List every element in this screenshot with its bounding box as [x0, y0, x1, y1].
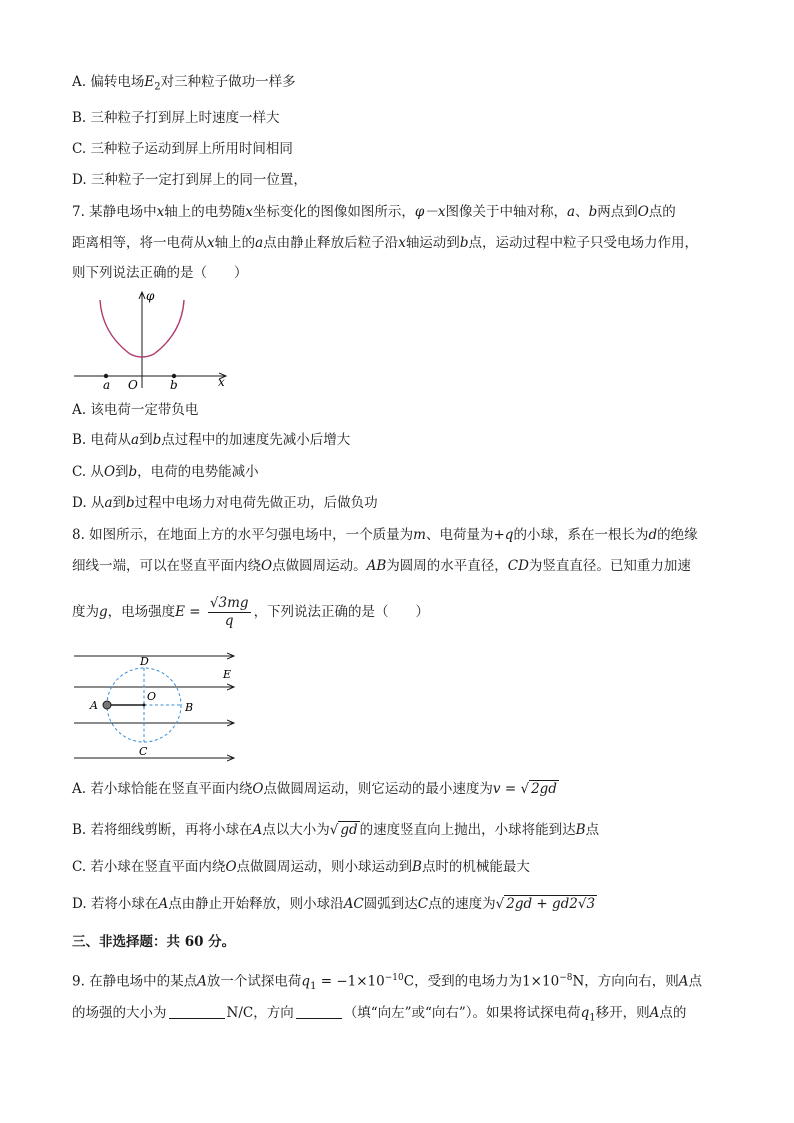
text: 距离相等，将一电荷从	[72, 235, 207, 251]
radicand: gd	[340, 822, 358, 838]
q7-potential-graph	[70, 288, 235, 393]
math-symbol: A	[678, 973, 689, 990]
q7-option-d	[72, 493, 378, 513]
q6-option-d	[72, 170, 307, 190]
text: 9. 在静电场中的某点	[72, 973, 198, 990]
text: 点的	[648, 204, 676, 220]
text: 点以大小为	[262, 822, 330, 838]
text: 点的速度为	[428, 896, 496, 912]
text: 为竖直直径。已知重力加速	[528, 558, 691, 574]
q7-option-c	[72, 462, 259, 482]
sqrt-expression	[330, 820, 360, 840]
text: =	[500, 781, 521, 797]
math-symbol: O	[252, 781, 264, 797]
answer-blank-direction[interactable]	[296, 1004, 342, 1019]
math-symbol: B	[575, 822, 586, 838]
text: 度为	[72, 604, 99, 620]
math-symbol: q	[580, 1005, 590, 1021]
text: 的小球，系在一根长为	[513, 527, 649, 543]
superscript: −8	[559, 973, 573, 983]
subscript: 2	[154, 81, 161, 93]
q6-option-a	[72, 72, 296, 98]
text: 点	[585, 822, 600, 838]
text: 到	[139, 432, 153, 448]
answer-blank-field-strength[interactable]	[169, 1004, 225, 1019]
origin-label: O	[128, 378, 138, 392]
q6-option-c	[72, 139, 293, 159]
math-symbol: AB	[366, 558, 387, 574]
q7-stem-line3	[72, 263, 248, 283]
text: B. 若将细线剪断，再将小球在	[72, 822, 253, 838]
q8-option-a	[72, 779, 559, 799]
math-symbol: b	[459, 235, 469, 251]
option-prefix: D.	[72, 172, 91, 188]
q8-option-b	[72, 820, 599, 840]
text: ，电场强度	[107, 604, 176, 620]
text: 的绝缘	[657, 527, 698, 543]
subscript: 1	[589, 1012, 596, 1024]
ball	[103, 701, 111, 709]
text: 点由静止开始释放，则小球沿	[168, 896, 344, 912]
label-c: C	[139, 745, 148, 758]
label-d: D	[140, 655, 149, 668]
math-symbol: O	[637, 204, 649, 220]
text: B. 电荷从	[72, 432, 132, 448]
text: = −1×10	[316, 973, 385, 990]
q7-stem-line1	[72, 202, 676, 222]
option-text: 对三种粒子做功一样多	[160, 74, 296, 90]
fraction-denominator: q	[224, 613, 234, 629]
option-text: A. 该电荷一定带负电	[72, 402, 199, 418]
section-heading	[72, 932, 235, 952]
math-symbol: m	[413, 527, 426, 543]
math-symbol: b	[126, 495, 135, 511]
q8-stem-line2	[72, 556, 691, 576]
math-symbol: +q	[493, 527, 514, 543]
text: 坐标变化的图像如图所示，	[252, 204, 415, 220]
text: C. 若小球在竖直平面内绕	[72, 859, 226, 875]
q8-field-diagram	[70, 648, 240, 763]
math-symbol: x	[207, 235, 215, 251]
text: 过程中电场力对电荷先做正功，后做负功	[134, 495, 378, 511]
text: ，受到的电场力为	[414, 973, 523, 990]
math-symbol: a	[104, 495, 113, 511]
math-symbol: x	[156, 204, 165, 220]
text: 点做圆周运动。	[272, 558, 367, 574]
text: A. 若小球恰能在竖直平面内绕	[72, 781, 253, 797]
text: 、	[575, 204, 589, 220]
q8-stem-line1	[72, 525, 698, 545]
sqrt-expression	[520, 779, 558, 799]
text: 轴上的	[214, 235, 256, 251]
radicand: 2gd	[531, 781, 557, 797]
q8-option-d	[72, 894, 597, 914]
math-symbol: O	[225, 859, 237, 875]
option-text: 三种粒子打到屏上时速度一样大	[90, 110, 280, 126]
text: （填“向左”或“向右”）。如果将试探电荷	[343, 1005, 581, 1021]
text: 、电荷量为	[425, 527, 494, 543]
q8-option-c	[72, 857, 530, 877]
center-point	[143, 704, 146, 707]
sqrt-expression	[496, 894, 597, 914]
text: 两点到	[597, 204, 638, 220]
math-symbol: a	[255, 235, 264, 251]
text: 8. 如图所示，在地面上方的水平匀强电场中，一个质量为	[72, 527, 414, 543]
q9-stem-line1	[72, 968, 702, 997]
phi-label: φ	[146, 289, 155, 303]
text: N	[572, 973, 585, 990]
label-o: O	[147, 690, 157, 703]
q7-stem-line2	[72, 233, 698, 253]
math-symbol: g	[99, 604, 108, 620]
q7-option-a	[72, 400, 198, 420]
text: 轴运动到	[405, 235, 460, 251]
math-symbol: b	[588, 204, 598, 220]
sqrt-sign: √	[329, 822, 339, 838]
math-symbol: a	[567, 204, 576, 220]
subscript: 1	[310, 981, 317, 993]
text: 点，运动过程中粒子只受电场力作用，	[468, 235, 698, 251]
text: 到	[115, 464, 129, 480]
text: 放一个试探电荷	[206, 973, 302, 990]
math-symbol: q	[301, 973, 311, 990]
math-symbol: x	[245, 204, 253, 220]
text: 为圆周的水平直径，	[386, 558, 508, 574]
text: 的速度竖直向上抛出，小球将能到达	[359, 822, 576, 838]
text: 细线一端，可以在竖直平面内绕	[72, 558, 261, 574]
text: D. 从	[72, 495, 105, 511]
math-symbol: O	[261, 558, 273, 574]
option-text: 三种粒子一定打到屏上的同一位置，	[90, 172, 307, 188]
text: 图像关于中轴对称，	[445, 204, 567, 220]
q8-stem-line3	[72, 594, 429, 630]
text: 点过程中的加速度先减小后增大	[161, 432, 351, 448]
x-label: x	[218, 375, 225, 389]
text: 点做圆周运动，则它运动的最小速度为	[263, 781, 493, 797]
text: 点做圆周运动，则小球运动到	[236, 859, 413, 875]
radicand: 2gd + gd2√3	[506, 896, 596, 912]
field-strength-fraction	[208, 595, 251, 630]
math-symbol: O	[103, 464, 116, 480]
math-symbol: x	[398, 235, 406, 251]
q6-option-b	[72, 108, 280, 128]
text: ，方向向右，则	[584, 973, 679, 990]
b-label: b	[170, 378, 178, 392]
math-symbol: b	[128, 464, 138, 480]
text: 点时的机械能最大	[421, 859, 530, 875]
math-symbol: A	[197, 973, 207, 990]
option-text: 偏转电场	[90, 74, 145, 90]
option-prefix: C.	[72, 141, 91, 157]
option-text: 三种粒子运动到屏上所用时间相同	[90, 141, 293, 157]
label-b: B	[185, 701, 194, 714]
math-symbol: φ－x	[414, 204, 446, 220]
math-symbol: d	[648, 527, 658, 543]
math-symbol: a	[131, 432, 140, 448]
math-symbol: E	[175, 604, 186, 620]
text: 的场强的大小为	[72, 1005, 167, 1021]
text: C	[403, 973, 415, 990]
math-symbol: C	[417, 896, 429, 912]
q7-option-b	[72, 430, 350, 450]
text: 7. 某静电场中	[72, 204, 157, 220]
math-symbol: v	[492, 781, 501, 797]
math-symbol: A	[252, 822, 263, 838]
math-symbol: E	[144, 74, 155, 90]
sqrt-sign: √	[520, 781, 530, 797]
text: ，下列说法正确的是（ ）	[253, 604, 430, 620]
math-symbol: CD	[507, 558, 529, 574]
fraction-numerator: √3mg	[209, 595, 249, 611]
text: 1×10	[522, 973, 560, 990]
text: 点的	[659, 1005, 687, 1021]
math-symbol: B	[412, 859, 422, 875]
a-label: a	[103, 378, 111, 392]
text: 则下列说法正确的是（ ）	[72, 265, 248, 281]
math-symbol: AC	[343, 896, 364, 912]
text: 点由静止释放后粒子沿	[263, 235, 399, 251]
math-symbol: A	[649, 1005, 660, 1021]
text: 到	[112, 495, 126, 511]
option-prefix: A.	[72, 74, 91, 90]
text: N/C，方向	[226, 1005, 294, 1021]
text: 点	[688, 973, 703, 990]
text: 轴上的电势随	[164, 204, 246, 220]
text: ，电荷的电势能减小	[137, 464, 259, 480]
math-symbol: A	[158, 896, 169, 912]
sqrt-sign: √	[495, 896, 505, 912]
text: C. 从	[72, 464, 104, 480]
text: 移开，则	[595, 1005, 650, 1021]
text: =	[185, 604, 205, 620]
math-symbol: b	[152, 432, 162, 448]
q9-stem-line2	[72, 1003, 686, 1029]
superscript: −10	[384, 973, 404, 983]
text: D. 若将小球在	[72, 896, 159, 912]
option-prefix: B.	[72, 110, 91, 126]
section-title: 三、非选择题：共 60 分。	[72, 934, 236, 950]
label-e: E	[223, 668, 232, 681]
text: 圆弧到达	[363, 896, 418, 912]
label-a: A	[90, 699, 98, 712]
